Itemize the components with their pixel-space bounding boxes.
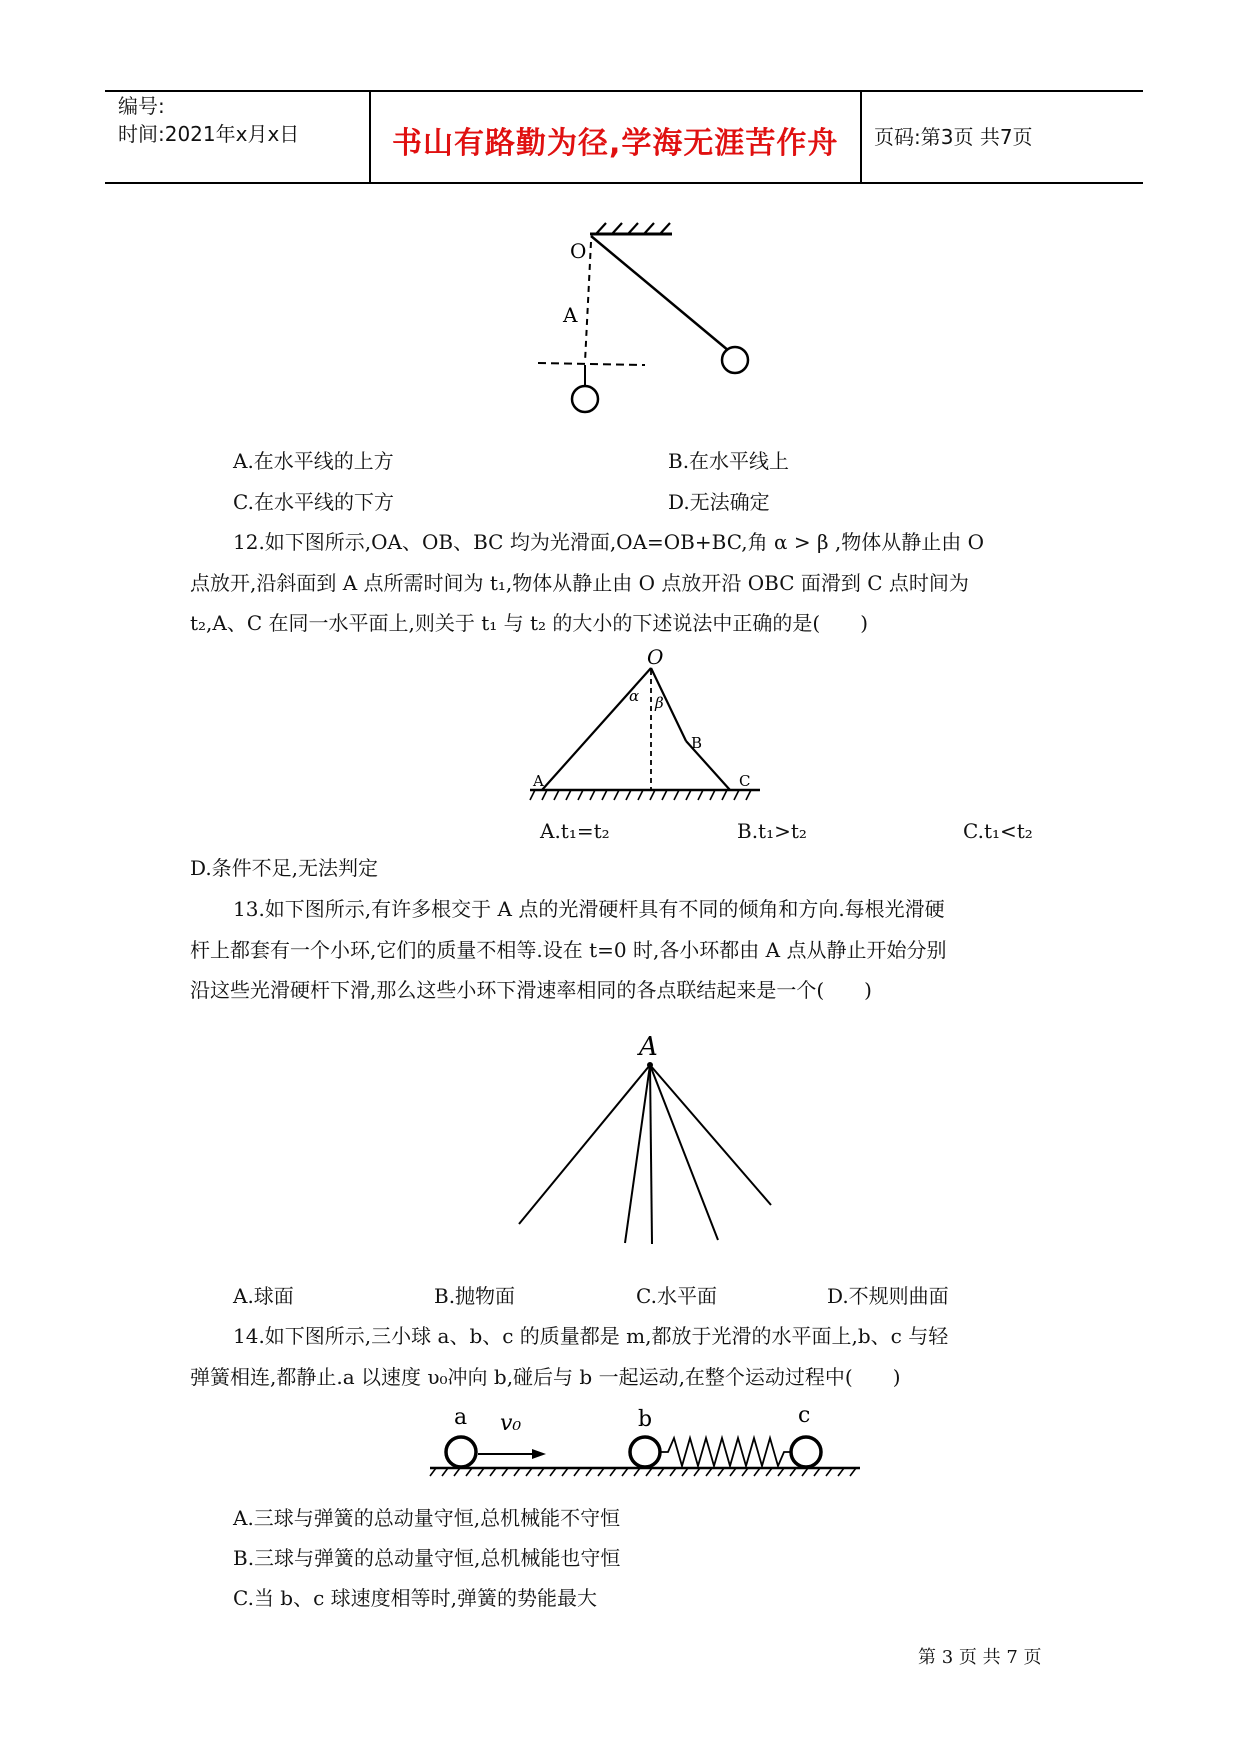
rods-figure: [515, 1027, 785, 1250]
label-v0: v₀: [500, 1411, 522, 1436]
label-beta: β: [655, 694, 664, 712]
q13-option-b: B.抛物面: [434, 1284, 516, 1308]
q12-option-c: C.t₁<t₂: [963, 819, 1033, 843]
ball-b: [630, 1437, 660, 1467]
q13-option-a: A.球面: [233, 1284, 294, 1308]
q11-option-a: A.在水平线的上方: [233, 449, 394, 473]
slopes-figure: [525, 645, 765, 808]
pendulum-string: [591, 236, 735, 356]
balls-spring-figure: [428, 1404, 863, 1480]
header-divider-right: [860, 90, 862, 184]
q14-line-2: 弹簧相连,都静止.a 以速度 υ₀冲向 b,碰后与 b 一起运动,在整个运动过程中( ): [190, 1365, 901, 1389]
label-a: A: [639, 1032, 658, 1062]
ceiling-hatching: [596, 223, 670, 234]
label-c: c: [798, 1403, 811, 1428]
rod: [650, 1065, 652, 1244]
doc-time-label: 时间:2021年x月x日: [118, 122, 300, 146]
label-b: b: [638, 1407, 653, 1432]
horizontal-dashed-line: [538, 363, 645, 365]
q12-line-3: t₂,A、C 在同一水平面上,则关于 t₁ 与 t₂ 的大小的下述说法中正确的是( ): [190, 611, 869, 635]
q12-line-2: 点放开,沿斜面到 A 点所需时间为 t₁,物体从静止由 O 点放开沿 OBC 面滑到 C 点时间为: [190, 571, 969, 595]
q11-option-c: C.在水平线的下方: [233, 490, 394, 514]
rod: [650, 1065, 771, 1205]
header-bottom-border: [105, 182, 1143, 184]
doc-number-label: 编号:: [118, 94, 165, 118]
label-o: O: [570, 239, 587, 263]
ball-a: [446, 1437, 476, 1467]
q11-option-b: B.在水平线上: [668, 449, 790, 473]
q12-option-a: A.t₁=t₂: [540, 819, 610, 843]
ground-hatching: [530, 790, 751, 800]
rods: [519, 1065, 771, 1244]
pendulum-ball: [722, 347, 748, 373]
q13-option-d: D.不规则曲面: [827, 1284, 949, 1308]
q13-line-3: 沿这些光滑硬杆下滑,那么这些小环下滑速率相同的各点联结起来是一个( ): [190, 978, 872, 1002]
rod: [650, 1065, 718, 1240]
q13-line-2: 杆上都套有一个小环,它们的质量不相等.设在 t=0 时,各小环都由 A 点从静止开始分别: [190, 938, 947, 962]
q12-option-b: B.t₁>t₂: [737, 819, 807, 843]
header-top-border: [105, 90, 1143, 92]
q12-option-d: D.条件不足,无法判定: [190, 856, 379, 880]
header-divider-left: [369, 90, 371, 184]
label-alpha: α: [629, 687, 640, 705]
q13-line-1: 13.如下图所示,有许多根交于 A 点的光滑硬杆具有不同的倾角和方向.每根光滑硬: [233, 897, 945, 921]
q12-line-1: 12.如下图所示,OA、OB、BC 均为光滑面,OA=OB+BC,角 α > β ,物体从静止由 O: [233, 530, 985, 554]
label-a: A: [533, 772, 544, 790]
label-a: a: [454, 1405, 468, 1430]
q14-option-a: A.三球与弹簧的总动量守恒,总机械能不守恒: [233, 1506, 621, 1530]
pendulum-figure: [530, 222, 760, 427]
q11-option-d: D.无法确定: [668, 490, 770, 514]
page-number-label: 页码:第3页 共7页: [874, 125, 1033, 149]
q13-option-c: C.水平面: [636, 1284, 717, 1308]
spring: [660, 1438, 791, 1466]
header-motto: 书山有路勤为径,学海无涯苦作舟: [392, 126, 839, 161]
ball-c: [791, 1437, 821, 1467]
q14-option-b: B.三球与弹簧的总动量守恒,总机械能也守恒: [233, 1546, 621, 1570]
point-a: [647, 1062, 653, 1068]
lower-ball: [572, 386, 598, 412]
label-c: C: [739, 772, 751, 790]
label-a: A: [563, 303, 578, 327]
q14-option-c: C.当 b、c 球速度相等时,弹簧的势能最大: [233, 1586, 598, 1610]
footer-page-number: 第 3 页 共 7 页: [918, 1647, 1042, 1668]
label-o: O: [647, 645, 664, 669]
label-b: B: [691, 734, 703, 752]
arrow-head-icon: [532, 1449, 546, 1459]
q14-line-1: 14.如下图所示,三小球 a、b、c 的质量都是 m,都放于光滑的水平面上,b、c 与轻: [233, 1324, 949, 1348]
